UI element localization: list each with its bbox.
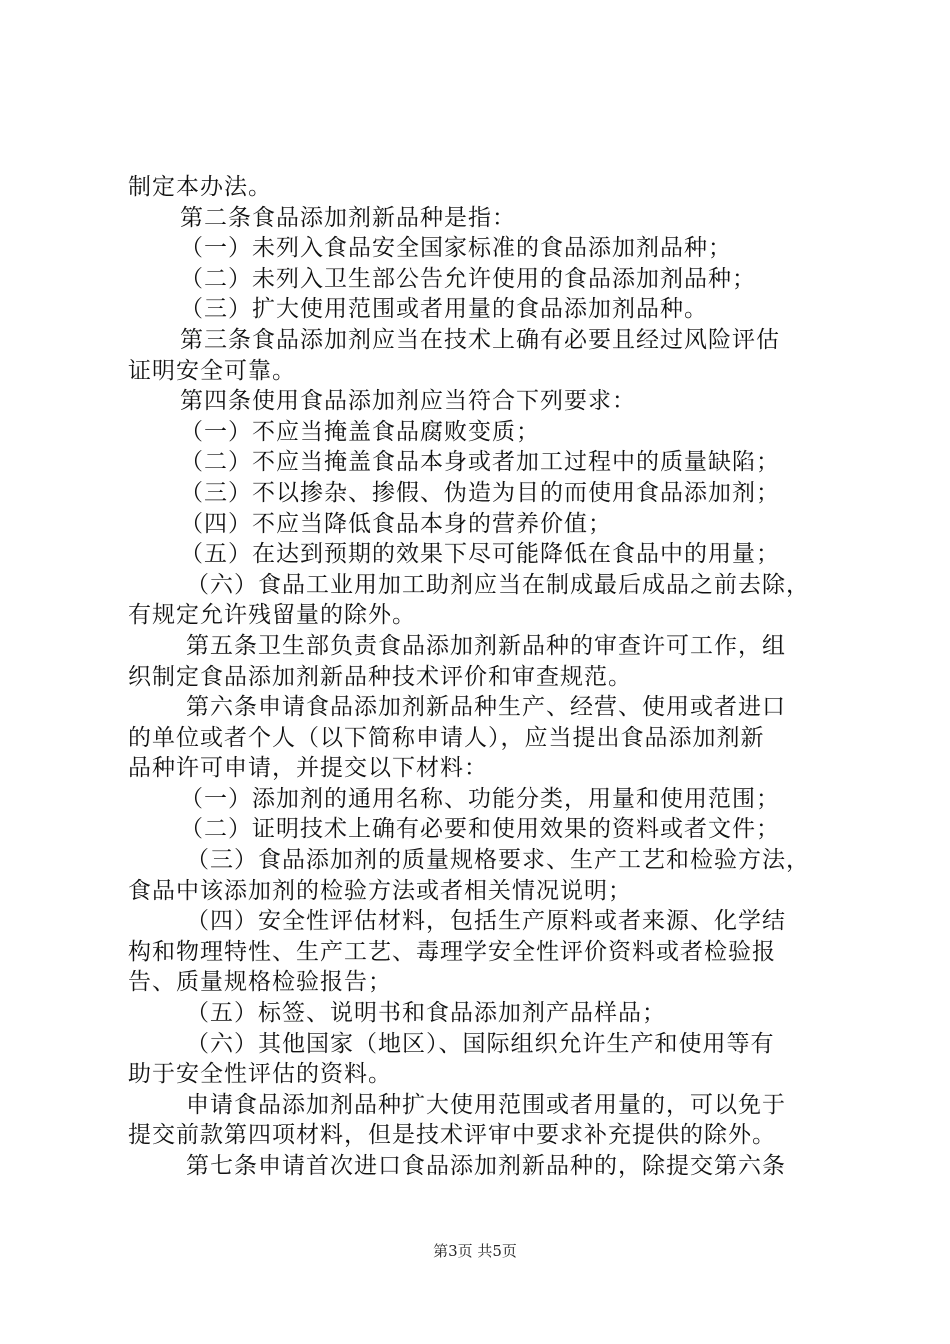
page-number: 第3页 共5页 (433, 1242, 517, 1260)
text-line: （二）不应当掩盖食品本身或者加工过程中的质量缺陷； (180, 449, 780, 476)
text-line: （六）其他国家（地区）、国际组织允许生产和使用等有 (186, 1030, 775, 1057)
document-body (128, 172, 838, 1182)
text-line: 制定本办法。 (128, 174, 272, 200)
text-line: 品种许可申请，并提交以下材料： (128, 755, 488, 782)
text-line: （二）未列入卫生部公告允许使用的食品添加剂品种； (180, 265, 756, 292)
text-line: （五）标签、说明书和食品添加剂产品样品； (186, 1000, 666, 1027)
text-line: 告、质量规格检验报告； (128, 969, 392, 996)
text-line: （四）安全性评估材料，包括生产原料或者来源、化学结 (186, 908, 786, 935)
text-line: （三）不以掺杂、掺假、伪造为目的而使用食品添加剂； (180, 479, 780, 506)
text-line: 第七条申请首次进口食品添加剂新品种的，除提交第六条 (186, 1153, 786, 1179)
text-line: 证明安全可靠。 (128, 357, 296, 384)
text-line: （五）在达到预期的效果下尽可能降低在食品中的用量； (180, 541, 780, 568)
text-line: 第六条申请食品添加剂新品种生产、经营、使用或者进口 (186, 694, 786, 721)
text-line: （一）不应当掩盖食品腐败变质； (180, 418, 540, 445)
text-line: 第四条使用食品添加剂应当符合下列要求： (180, 388, 636, 415)
text-line: （三）食品添加剂的质量规格要求、生产工艺和检验方法， (186, 847, 810, 874)
text-line: （二）证明技术上确有必要和使用效果的资料或者文件； (180, 816, 780, 843)
text-line: （一）添加剂的通用名称、功能分类，用量和使用范围； (180, 785, 780, 812)
text-line: 第五条卫生部负责食品添加剂新品种的审查许可工作，组 (186, 632, 786, 659)
text-line: 构和物理特性、生产工艺、毒理学安全性评价资料或者检验报 (128, 938, 776, 965)
text-line: 申请食品添加剂品种扩大使用范围或者用量的，可以免于 (186, 1091, 786, 1118)
text-line: 有规定允许残留量的除外。 (128, 602, 416, 629)
text-line: 织制定食品添加剂新品种技术评价和审查规范。 (128, 663, 632, 690)
text-line: 食品中该添加剂的检验方法或者相关情况说明； (128, 877, 632, 904)
text-line: 第二条食品添加剂新品种是指： (180, 204, 516, 231)
text-line: 第三条食品添加剂应当在技术上确有必要且经过风险评估 (180, 326, 780, 353)
text-line: （四）不应当降低食品本身的营养价值； (180, 510, 612, 537)
text-line: 的单位或者个人（以下简称申请人），应当提出食品添加剂新 (128, 724, 765, 751)
text-line: （一）未列入食品安全国家标准的食品添加剂品种； (180, 235, 732, 262)
text-line: （三）扩大使用范围或者用量的食品添加剂品种。 (180, 296, 708, 323)
text-line: （六）食品工业用加工助剂应当在制成最后成品之前去除， (186, 571, 810, 598)
text-line: 提交前款第四项材料，但是技术评审中要求补充提供的除外。 (128, 1122, 776, 1149)
text-line: 助于安全性评估的资料。 (128, 1061, 392, 1088)
